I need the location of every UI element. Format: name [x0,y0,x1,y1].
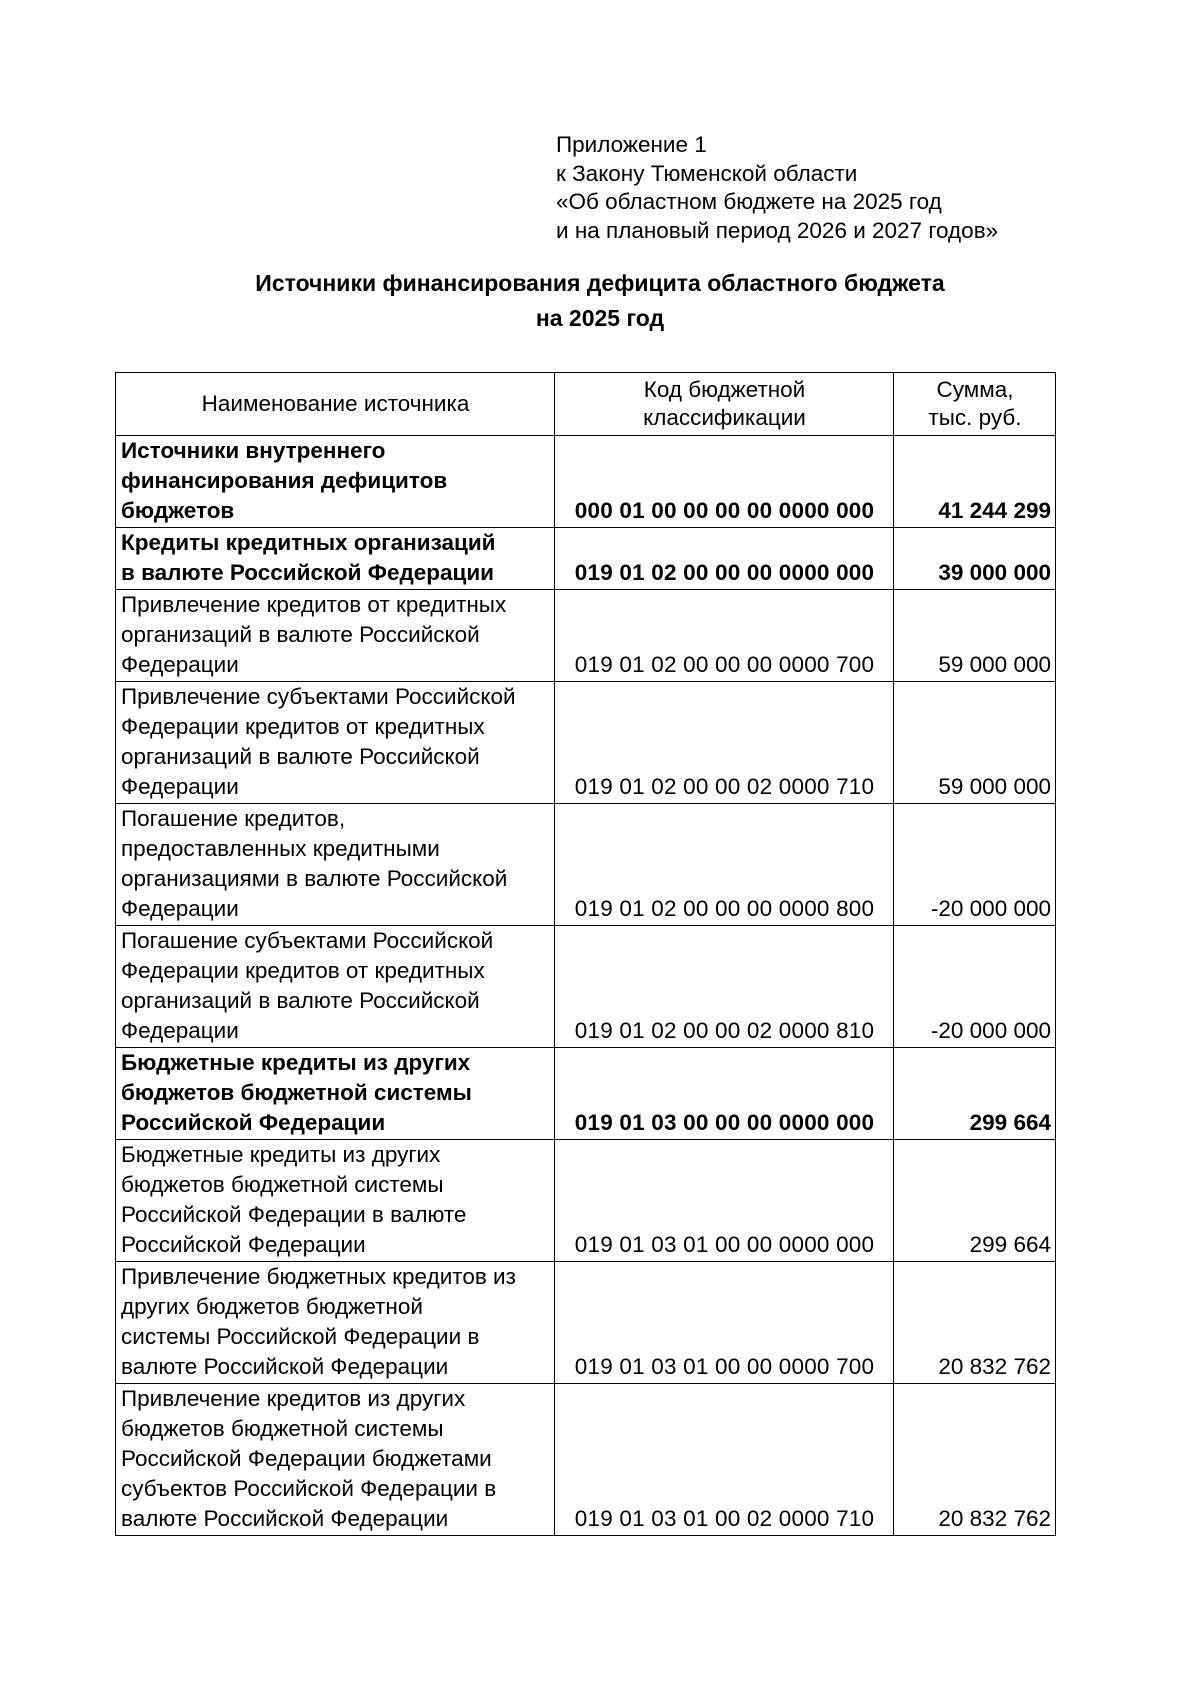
row-source-name [116,1140,555,1262]
row-source-name [116,926,555,1048]
table-row [116,682,1056,804]
row-budget-code: 019 01 02 00 00 00 0000 000 [555,528,894,590]
row-source-name-line: системы Российской Федерации в [121,1324,480,1349]
row-source-name [116,590,555,682]
row-source-name-line: Российской Федерации в валюте [121,1202,467,1227]
appendix-line: и на плановый период 2026 и 2027 годов» [556,217,999,243]
row-source-name-line: других бюджетов бюджетной [121,1294,423,1319]
row-source-name-line: Привлечение субъектами Российской [121,684,516,709]
row-budget-code: 019 01 03 01 00 00 0000 700 [555,1262,894,1384]
row-source-name-line: Бюджетные кредиты из других [121,1142,441,1167]
table-row [116,528,1056,590]
row-source-name-line: финансирования дефицитов [121,468,448,493]
row-source-name [116,682,555,804]
row-source-name-line: Федерации [121,896,239,921]
row-source-name-line: организаций в валюте Российской [121,988,480,1013]
row-source-name-line: Федерации [121,1018,239,1043]
row-source-name [116,1048,555,1140]
row-source-name-line: валюте Российской Федерации [121,1506,449,1531]
row-source-name [116,528,555,590]
row-source-name-line: бюджетов [121,498,235,523]
row-amount: -20 000 000 [894,926,1056,1048]
row-source-name [116,436,555,528]
row-source-name-line: Источники внутреннего [121,438,386,463]
header-name: Наименование источника [116,373,555,436]
row-amount: 299 664 [894,1140,1056,1262]
row-source-name-line: Погашение субъектами Российской [121,928,494,953]
row-budget-code: 019 01 03 00 00 00 0000 000 [555,1048,894,1140]
row-source-name-line: организаций в валюте Российской [121,622,480,647]
header-sum-label: Сумма, тыс. руб. [928,377,1022,430]
row-budget-code: 019 01 02 00 00 02 0000 710 [555,682,894,804]
row-source-name-line: бюджетов бюджетной системы [121,1416,444,1441]
row-source-name-line: Погашение кредитов, [121,806,346,831]
row-amount: 20 832 762 [894,1262,1056,1384]
appendix-line: к Закону Тюменской области [556,160,858,186]
row-amount: 59 000 000 [894,682,1056,804]
row-amount: 299 664 [894,1048,1056,1140]
row-source-name-line: Привлечение кредитов от кредитных [121,592,507,617]
row-source-name-line: валюте Российской Федерации [121,1354,449,1379]
row-source-name-line: субъектов Российской Федерации в [121,1476,497,1501]
table-row [116,1140,1056,1262]
row-source-name-line: Привлечение кредитов из других [121,1386,466,1411]
row-budget-code: 019 01 02 00 00 02 0000 810 [555,926,894,1048]
header-code-label: Код бюджетной классификации [643,377,806,430]
row-source-name-line: Федерации кредитов от кредитных [121,714,485,739]
appendix-line: «Об областном бюджете на 2025 год [556,189,942,214]
table-row [116,1048,1056,1140]
table-row [116,1262,1056,1384]
row-source-name-line: организациями в валюте Российской [121,866,508,891]
sources-table [115,372,1056,1536]
title-line-2: на 2025 год [535,305,665,331]
row-source-name-line: в валюте Российской Федерации [121,560,495,585]
row-amount: 41 244 299 [894,436,1056,528]
row-amount: 59 000 000 [894,590,1056,682]
row-source-name-line: Привлечение бюджетных кредитов из [121,1264,516,1289]
row-budget-code: 019 01 02 00 00 00 0000 800 [555,804,894,926]
table-row [116,804,1056,926]
table-row [116,436,1056,528]
row-source-name-line: организаций в валюте Российской [121,744,480,769]
row-source-name-line: Федерации кредитов от кредитных [121,958,485,983]
table-row [116,926,1056,1048]
header-sum [894,373,1056,436]
row-amount: 20 832 762 [894,1384,1056,1536]
row-source-name-line: Федерации [121,652,239,677]
header-code [555,373,894,436]
appendix-line: Приложение 1 [556,132,707,157]
row-amount: -20 000 000 [894,804,1056,926]
table-row [116,1384,1056,1536]
table-body [116,436,1056,1536]
table-header-row [116,373,1056,436]
row-source-name-line: Российской Федерации [121,1232,366,1257]
row-source-name [116,1384,555,1536]
appendix-note [556,131,998,245]
row-source-name-line: Федерации [121,774,239,799]
row-source-name [116,804,555,926]
row-source-name-line: Кредиты кредитных организаций [121,530,496,555]
row-budget-code: 019 01 03 01 00 02 0000 710 [555,1384,894,1536]
row-budget-code: 019 01 02 00 00 00 0000 700 [555,590,894,682]
row-source-name-line: бюджетов бюджетной системы [121,1172,444,1197]
row-amount: 39 000 000 [894,528,1056,590]
row-source-name-line: бюджетов бюджетной системы [121,1080,472,1105]
row-source-name-line: Российской Федерации бюджетами [121,1446,492,1471]
title-line-1: Источники финансирования дефицита областного бюджета [255,270,945,296]
row-source-name [116,1262,555,1384]
row-source-name-line: Российской Федерации [121,1110,386,1135]
table-row [116,590,1056,682]
row-budget-code: 019 01 03 01 00 00 0000 000 [555,1140,894,1262]
row-source-name-line: предоставленных кредитными [121,836,440,861]
document-title [0,266,1200,336]
row-source-name-line: Бюджетные кредиты из других [121,1050,471,1075]
row-budget-code: 000 01 00 00 00 00 0000 000 [555,436,894,528]
